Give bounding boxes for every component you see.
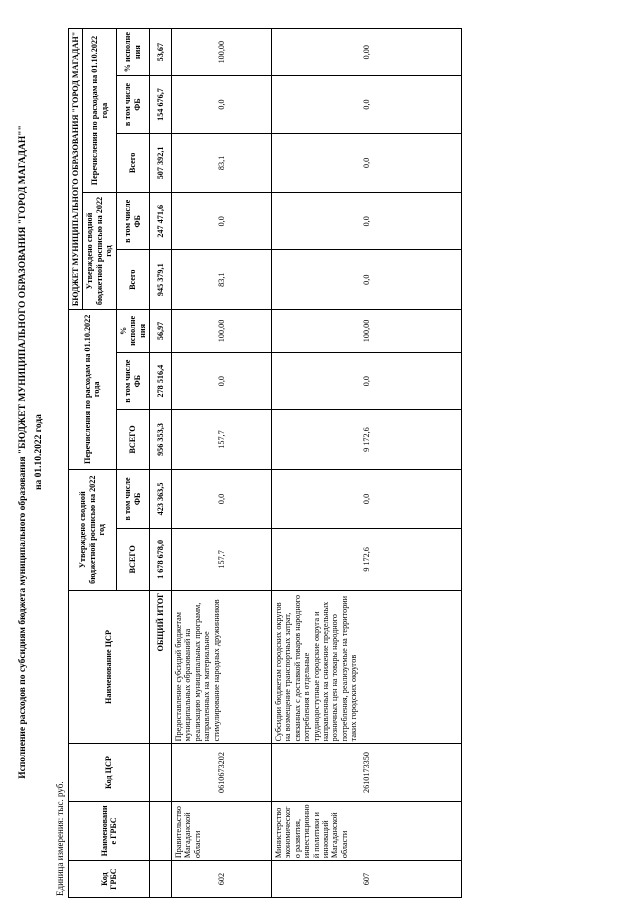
row-v6: 0,0 xyxy=(271,250,461,309)
header-fb-2: в том числе ФБ xyxy=(116,352,149,409)
row-csr-name: Субсидии бюджетам городских округов на возмещение транспортных затрат, связанных с доставкой товаров народного потребления в отдельные труднодоступные городские округа и направленных на снижение предельных розничных цен на товары народного потребления, реализуемые на территории таких городских округов xyxy=(271,590,461,744)
table-row xyxy=(271,29,461,898)
row-kod: 602 xyxy=(171,861,271,898)
row-v1: 157,7 xyxy=(171,529,271,590)
row-csr: 0610673202 xyxy=(171,744,271,801)
total-v6: 945 379,1 xyxy=(149,250,171,309)
total-label: ОБЩИЙ ИТОГ xyxy=(149,590,171,744)
row-v7: 0,0 xyxy=(171,193,271,250)
row-v9: 0,0 xyxy=(171,76,271,133)
header-naim-csr: Наименование ЦСР xyxy=(69,590,150,744)
document-page xyxy=(10,2,630,902)
row-v2: 0,0 xyxy=(271,469,461,528)
row-v1: 9 172,6 xyxy=(271,529,461,590)
header-municipal-budget: БЮДЖЕТ МУНИЦИПАЛЬНОГО ОБРАЗОВАНИЯ "ГОРОД МАГАДАН" xyxy=(69,29,83,310)
total-v3: 956 353,3 xyxy=(149,410,171,469)
row-v3: 157,7 xyxy=(171,410,271,469)
row-v5: 100,00 xyxy=(171,309,271,352)
row-grbs: Правительство Магаданской области xyxy=(171,801,271,860)
header-approved-mo: Утверждено сводной бюджетной росписью на 2022 год xyxy=(83,193,116,310)
total-v2: 423 363,5 xyxy=(149,469,171,528)
header-vsego-4: Всего xyxy=(116,133,149,192)
header-fb-1: в том числе ФБ xyxy=(116,469,149,528)
total-v4: 278 516,4 xyxy=(149,352,171,409)
row-csr: 2610173350 xyxy=(271,744,461,801)
subsidy-table xyxy=(68,28,462,898)
table-row xyxy=(171,29,271,898)
header-transfers-mo: Перечисления по расходам на 01.10.2022 года xyxy=(83,29,116,193)
row-grbs: Министерство экономическог о развития, инвестиционно й политики и инноваций Магаданской области xyxy=(271,801,461,860)
row-v7: 0,0 xyxy=(271,193,461,250)
row-v6: 83,1 xyxy=(171,250,271,309)
header-approved-total: Утверждено сводной бюджетной росписью на 2022 год xyxy=(69,469,117,590)
page-title: Исполнение расходов по субсидиям бюджета муниципального образования "БЮДЖЕТ МУНИЦИПАЛЬНОГО ОБРАЗОВАНИЯ "ГОРОД МАГАДАН"" xyxy=(18,125,28,779)
total-v5: 56,97 xyxy=(149,309,171,352)
header-fb-3: в том числе ФБ xyxy=(116,193,149,250)
row-v3: 9 172,6 xyxy=(271,410,461,469)
header-vsego-2: ВСЕГО xyxy=(116,410,149,469)
unit-label: Единица измерения: тыс. руб. xyxy=(55,781,65,896)
header-pct-2: % исполне ния xyxy=(116,29,149,76)
row-v8: 83,1 xyxy=(171,133,271,192)
total-v7: 247 471,6 xyxy=(149,193,171,250)
header-transfers-total: Перечисления по расходам на 01.10.2022 года xyxy=(69,309,117,469)
total-v8: 507 392,1 xyxy=(149,133,171,192)
header-pct-1: % исполне ния xyxy=(116,309,149,352)
total-v9: 154 676,7 xyxy=(149,76,171,133)
row-v10: 100,00 xyxy=(171,29,271,76)
header-kod-csr: Код ЦСР xyxy=(69,744,150,801)
header-fb-4: в том числе ФБ xyxy=(116,76,149,133)
page-subtitle: на 01.10.2022 года xyxy=(34,414,44,490)
row-v5: 100,00 xyxy=(271,309,461,352)
row-v9: 0,0 xyxy=(271,76,461,133)
row-v4: 0,0 xyxy=(171,352,271,409)
header-vsego-3: Всего xyxy=(116,250,149,309)
row-v2: 0,0 xyxy=(171,469,271,528)
total-row xyxy=(149,29,171,898)
header-vsego-1: ВСЕГО xyxy=(116,529,149,590)
total-v1: 1 678 678,0 xyxy=(149,529,171,590)
header-kod-grbs: Код ГРБС xyxy=(69,861,150,898)
row-v10: 0,00 xyxy=(271,29,461,76)
header-naim-grbs: Наименовани е ГРБС xyxy=(69,801,150,860)
total-v10: 53,67 xyxy=(149,29,171,76)
row-v8: 0,0 xyxy=(271,133,461,192)
row-csr-name: Предоставление субсидий бюджетам муниципальных образований на реализацию муниципальных программ, направленных на материальное стимулирование народных дружинников xyxy=(171,590,271,744)
row-kod: 607 xyxy=(271,861,461,898)
row-v4: 0,0 xyxy=(271,352,461,409)
